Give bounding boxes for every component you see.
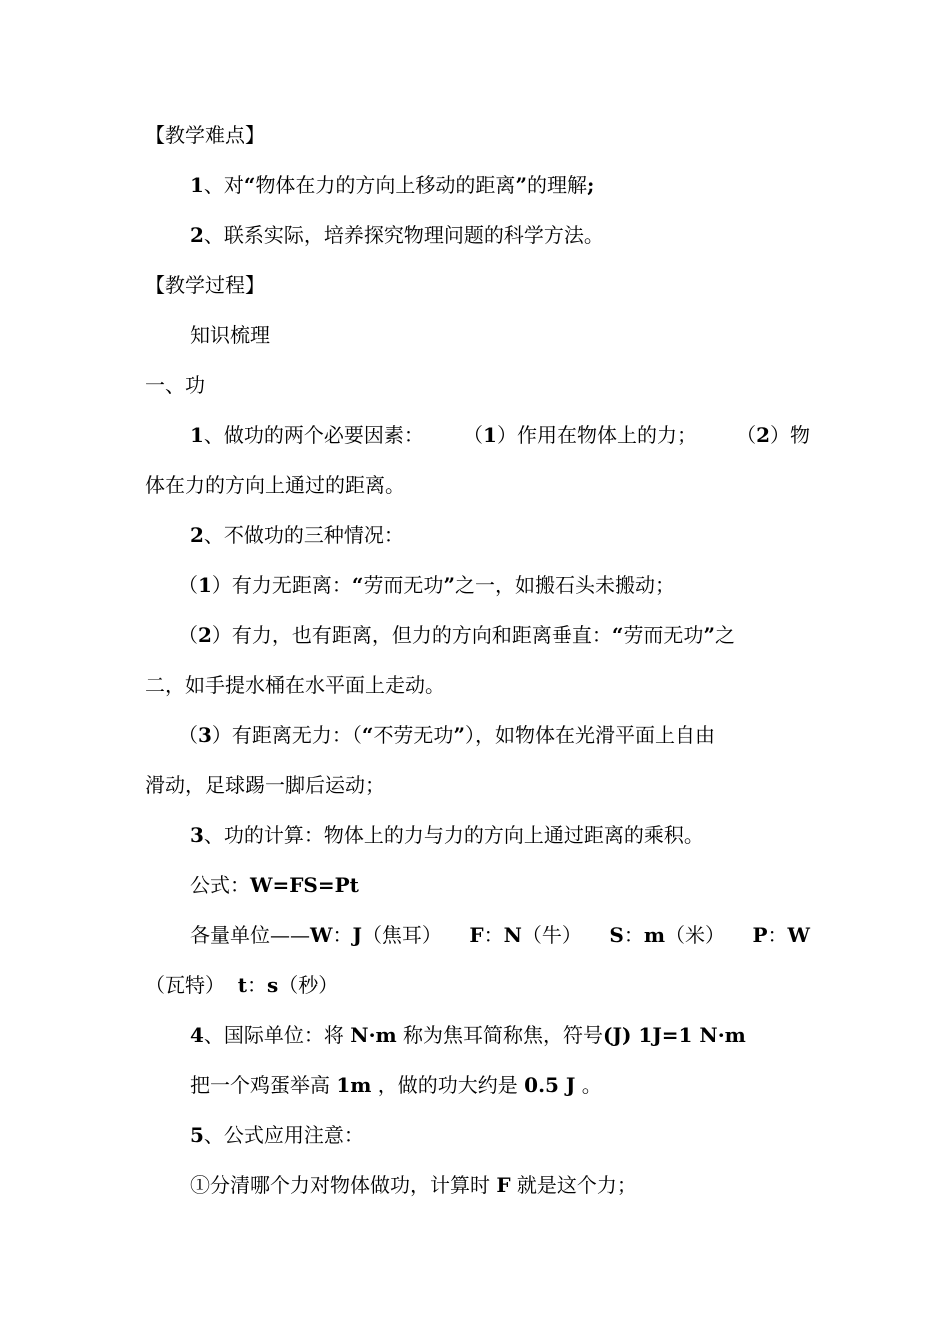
unit-p [752,922,810,948]
case-2-line-2 [145,672,810,698]
case-text: 之 [714,623,735,647]
example-text: ，做的功大约是 [377,1073,518,1097]
quote-open: “ [361,723,374,747]
unit-symbol: N [503,923,522,947]
paren: ） [211,723,232,747]
factor-number: 1 [483,423,497,447]
unit-symbol: m [643,923,665,947]
item-number: 1 [190,173,204,197]
units-line-2 [145,972,810,998]
case-text: 有力无距离： [231,573,352,597]
example-text: 。 [581,1073,602,1097]
formula-line [190,872,810,898]
item-5 [190,1122,810,1148]
item-1-factor-1 [463,422,697,448]
item-text: 、国际单位：将 [203,1023,344,1047]
unit-name: （瓦特） [145,973,225,997]
item-text: 、功的计算：物体上的力与力的方向上通过距离的乘积。 [203,823,704,847]
case-text: ），如物体在光滑平面上自由 [464,723,715,747]
unit-name: （秒） [278,973,339,997]
item-4 [190,1022,810,1048]
unit-symbol: s [266,973,279,997]
item-2 [190,522,810,548]
item-1-lead [190,422,424,448]
item-text: 、公式应用注意： [203,1123,364,1147]
case-3-line-1 [178,722,810,748]
paren: ） [211,573,232,597]
quantity-symbol: t [237,973,247,997]
factor-number: 2 [756,423,770,447]
unit-name: （焦耳） [361,923,442,947]
paren: （ [463,423,484,447]
paren: ） [211,623,232,647]
item-number: 2 [190,523,204,547]
item-text: 称为焦耳简称焦，符号 [403,1023,604,1047]
difficulty-item-1 [190,172,810,198]
case-text: 二，如手提水桶在水平面上走动。 [145,673,445,697]
quantity-symbol: P [752,923,768,947]
colon: ： [767,923,788,947]
case-text: 之一，如搬石头未搬动； [454,573,675,597]
unit-symbol: W [787,923,810,947]
quantity-symbol: F [469,923,484,947]
quote-close: ” [515,173,527,197]
item-number: 5 [190,1123,204,1147]
quote-open: “ [611,623,624,647]
units-label: 各量单位—— [190,923,310,947]
quote-open: “ [243,173,256,197]
item-text: 物体在力的方向上移动的距离 [255,173,516,197]
unit-s [609,922,725,948]
heading-teaching-process [145,272,810,298]
paren: ） [769,423,790,447]
case-3-line-2 [145,772,810,798]
item-number: 4 [190,1023,204,1047]
item-1-factor-2 [736,422,810,448]
unit-newton-meter: N·m [350,1023,397,1047]
knowledge-sort [190,322,810,348]
heading-text: 【教学难点】 [145,123,265,147]
colon: ： [483,923,504,947]
quote-close: ” [453,723,465,747]
egg-height: 1m [336,1073,372,1097]
unit-name: （牛） [521,923,582,947]
item-text: 体在力的方向上通过的距离。 [145,473,405,497]
egg-example [190,1072,810,1098]
factor-text: 作用在物体上的力； [516,423,697,447]
heading-text: 【教学过程】 [145,273,265,297]
item-number: 1 [190,423,204,447]
case-text: 滑动，足球踢一脚后运动； [145,773,385,797]
example-text: 把一个鸡蛋举高 [190,1073,330,1097]
item-1-line-2 [145,472,810,498]
circled-one-mark: ① [190,1173,210,1197]
quote-close: ” [703,623,715,647]
quantity-symbol: S [609,923,624,947]
note-1 [190,1172,810,1198]
note-text: 分清哪个力对物体做功，计算时 [210,1173,490,1197]
paren: （ [178,623,198,647]
quote-open: “ [351,573,364,597]
unit-f [469,922,581,948]
semicolon: ; [586,173,595,197]
difficulty-item-2 [190,222,810,248]
unit-w [190,922,442,948]
case-number: 1 [198,573,212,597]
quote-close: ” [443,573,455,597]
section-work [145,372,810,398]
item-text: 的理解 [526,173,587,197]
case-text: 有距离无力：（ [231,723,362,747]
colon: ： [246,973,267,997]
case-text: 有力，也有距离，但力的方向和距离垂直： [231,623,612,647]
formula-label: 公式： [190,873,250,897]
units-line-1 [190,922,810,948]
colon: ： [623,923,644,947]
heading-teaching-difficulty [145,122,810,148]
unit-symbol: J [352,923,362,947]
force-symbol: F [496,1173,511,1197]
item-text: 、不做功的三种情况： [203,523,404,547]
item-text: 、做功的两个必要因素： [203,423,424,447]
case-number: 3 [198,723,212,747]
item-text: 、联系实际，培养探究物理问题的科学方法。 [203,223,604,247]
paren: ） [496,423,517,447]
quantity-symbol: W [310,923,333,947]
case-number: 2 [198,623,212,647]
item-text: 、对 [203,173,244,197]
paren: （ [736,423,757,447]
paren: （ [178,723,198,747]
item-3 [190,822,810,848]
case-text: 劳而无功 [363,573,444,597]
egg-work: 0.5 J [524,1073,576,1097]
formula: W=FS=Pt [250,873,359,897]
joule-definition: (J) 1J=1 N·m [603,1023,746,1047]
case-text: 不劳无功 [373,723,454,747]
case-text: 劳而无功 [623,623,704,647]
unit-name: （米） [664,923,725,947]
case-1 [178,572,810,598]
case-2-line-1 [178,622,810,648]
item-number: 3 [190,823,204,847]
section-title: 一、功 [145,373,205,397]
subheading-text: 知识梳理 [190,323,270,347]
colon: ： [332,923,353,947]
note-text: 就是这个力； [516,1173,637,1197]
factor-text: 物 [789,423,810,447]
item-number: 2 [190,223,204,247]
paren: （ [178,573,198,597]
item-1-line-1 [190,422,810,448]
